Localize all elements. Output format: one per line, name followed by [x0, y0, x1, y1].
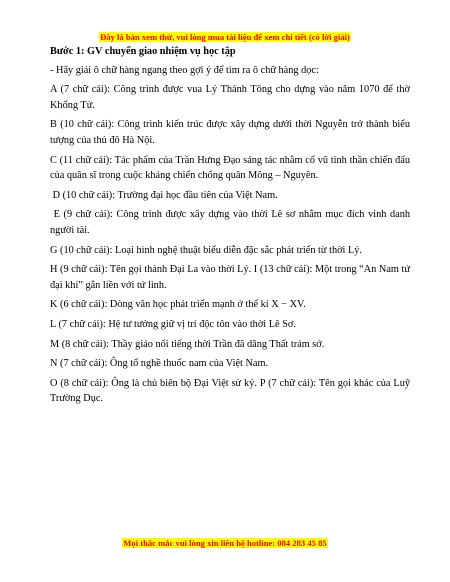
clue-m: M (8 chữ cái): Thầy giáo nổi tiếng thời Trần đã dâng Thất trảm sớ. [50, 338, 325, 350]
step-heading: Bước 1: GV chuyển giao nhiệm vụ học tập [50, 46, 236, 57]
preview-notice-banner [0, 27, 450, 45]
clue-o-p: O (8 chữ cái): Ông là chủ biên bộ Đại Việt sử ký. P (7 chữ cái): Tên gọi khác của Luỹ Trường Dục. [50, 377, 410, 405]
document-body [50, 44, 413, 411]
clue-k: K (6 chữ cái): Dòng văn học phát triển mạnh ở thế kỉ X − XV. [50, 299, 306, 311]
clue-b: B (10 chữ cái): Công trình kiến trúc được xây dựng dưới thời Nguyễn trở thành biểu tượng của thủ đô Hà Nội. [50, 119, 410, 146]
hotline-text: Mọi thắc mắc vui lòng xin liên hệ hotline: 084 283 45 85 [123, 538, 327, 548]
clue-a: A (7 chữ cái): Công trình được vua Lý Thánh Tông cho dựng vào năm 1070 để thờ Khổng Tử. [50, 84, 410, 111]
hotline-banner [0, 533, 450, 551]
preview-notice-text: Đây là bản xem thử, vui lòng mua tài liệu để xem chi tiết (có lời giải) [100, 32, 350, 42]
clue-d: D (10 chữ cái): Trường đại học đầu tiên của Việt Nam. [50, 189, 278, 201]
clue-e: E (9 chữ cái): Công trình được xây dựng vào thời Lê sơ nhằm mục đích vinh danh người tài. [50, 209, 413, 236]
clue-l: L (7 chữ cái): Hệ tư tưởng giữ vị trí độc tôn vào thời Lê Sơ. [50, 318, 296, 330]
clue-c: C (11 chữ cái): Tác phẩm của Trần Hưng Đạo sáng tác nhằm cổ vũ tinh thần chiến đấu của quân sĩ trong cuộc kháng chiến chống quân Mông – Nguyên. [50, 154, 410, 182]
paragraph-instruction: - Hãy giải ô chữ hàng ngang theo gợi ý để tìm ra ô chữ hàng dọc: [50, 64, 319, 76]
clue-g: G (10 chữ cái): Loại hình nghệ thuật biểu diễn đặc sắc phát triển từ thời Lý. [50, 244, 362, 256]
clue-n: N (7 chữ cái): Ông tổ nghề thuốc nam của Việt Nam. [50, 358, 269, 370]
clue-h-i: H (9 chữ cái): Tên gọi thành Đại La vào thời Lý. I (13 chữ cái): Một trong “An Nam tứ đại khí” gắn liền với tứ linh. [50, 264, 410, 291]
